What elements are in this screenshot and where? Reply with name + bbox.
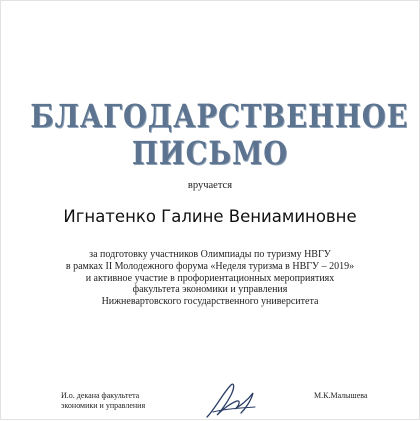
signatory-position-line-2: экономики и управления [61,400,146,410]
recipient-name: Игнатенко Галине Вениаминовне [63,207,357,226]
body-line: в рамках II Молодежного форума «Неделя туризма в НВГУ – 2019» [65,260,355,272]
body-line: и активное участие в профориентационных мероприятиях [85,272,335,284]
title-line-1: БЛАГОДАРСТВЕННОЕ [30,97,409,135]
signatory-position-line-1: И.о. декана факультета [61,391,140,400]
certificate-body [41,249,379,308]
title-line-2: ПИСЬМО [131,134,289,172]
body-line: Нижневартовского государственного университета [101,296,319,308]
awarded-label: вручается [187,180,233,191]
body-line: за подготовку участников Олимпиады по туризму НВГУ [89,249,331,260]
body-line: факультета экономики и управления [132,284,288,296]
handwritten-signature [201,379,261,421]
signatory-name: М.К.Малышева [314,391,368,400]
signatory-position [61,391,145,410]
